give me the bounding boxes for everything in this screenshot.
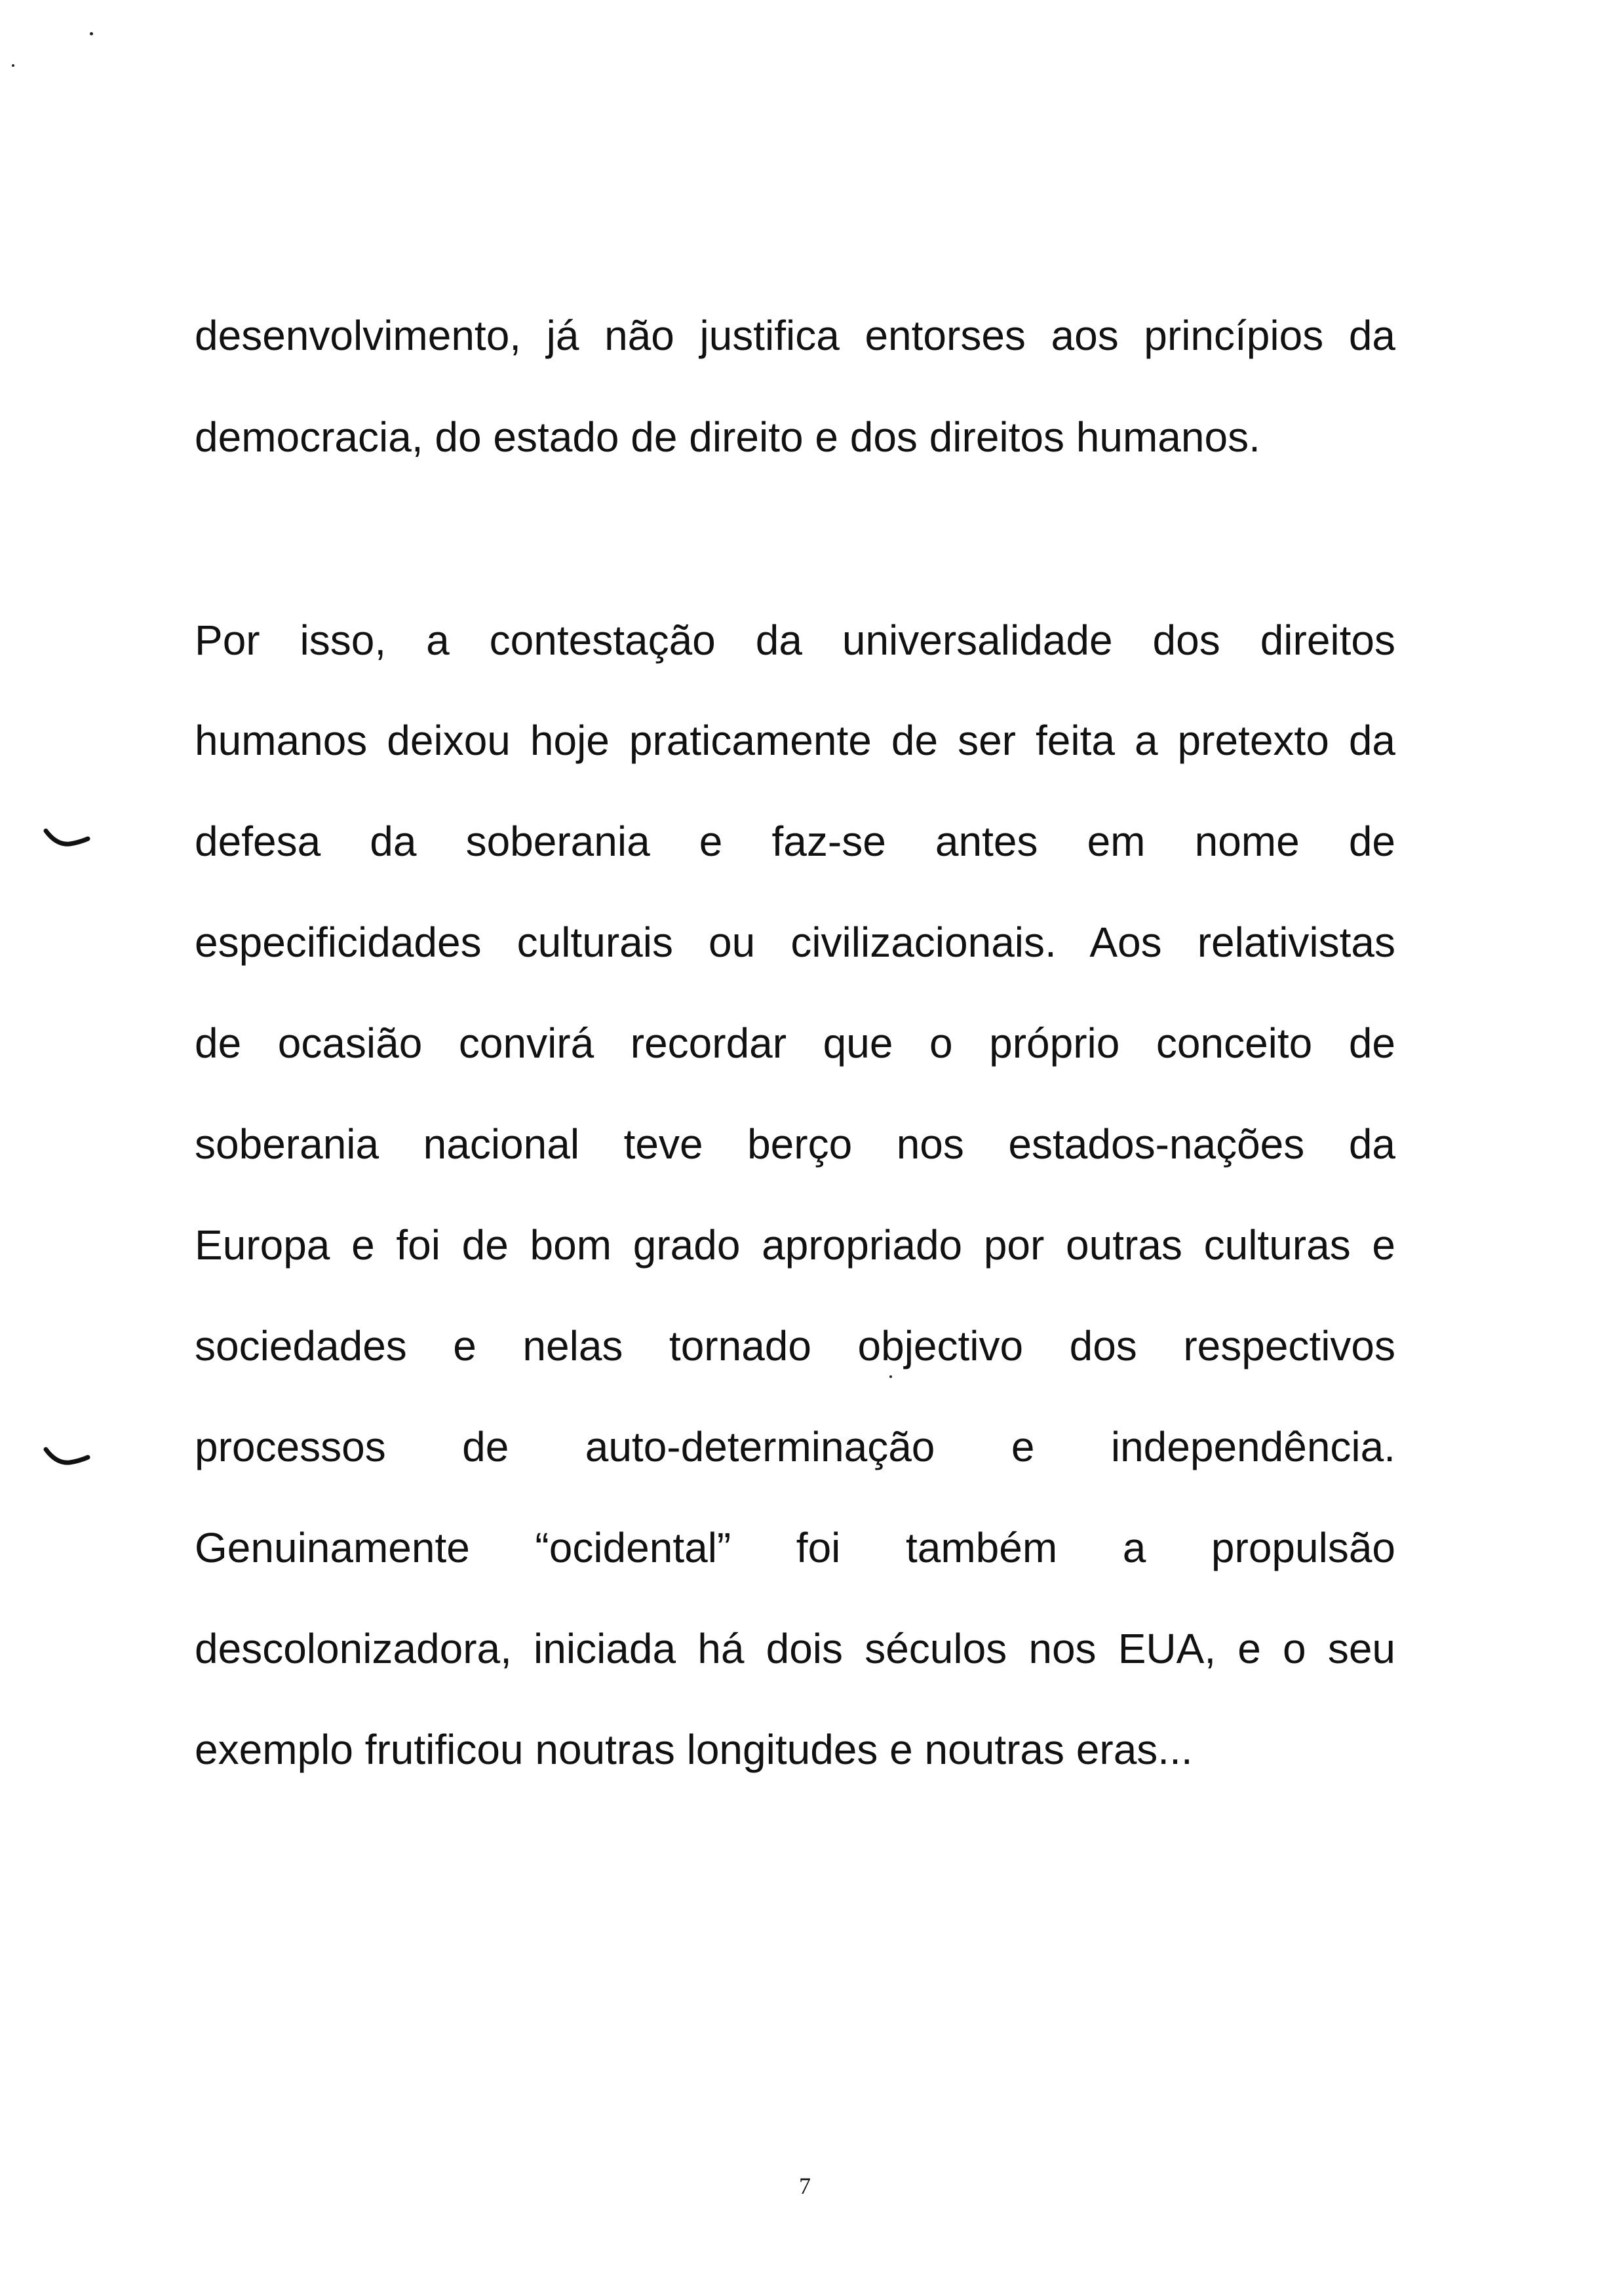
paragraph-2-line-12: exemplo frutificou noutras longitudes e noutras eras... [195, 1726, 1193, 1773]
paragraph-2-line-5: de ocasião convirá recordar que o próprio conceito de [195, 1020, 1395, 1067]
margin-arc-mark [42, 1443, 94, 1476]
paragraph-2-line-10: Genuinamente “ocidental” foi também a propulsão [195, 1524, 1395, 1571]
paragraph-1-line-1: desenvolvimento, já não justifica entorses aos princípios da [195, 312, 1395, 359]
paragraph-2-line-4: especificidades culturais ou civilizacionais. Aos relativistas [195, 919, 1395, 966]
paragraph-2-line-7: Europa e foi de bom grado apropriado por outras culturas e [195, 1221, 1395, 1269]
paragraph-1-line-2: democracia, do estado de direito e dos direitos humanos. [195, 413, 1260, 461]
paragraph-2-line-2: humanos deixou hoje praticamente de ser feita a pretexto da [195, 717, 1395, 764]
scan-speck [12, 64, 14, 67]
paragraph-2-line-6: soberania nacional teve berço nos estados-nações da [195, 1120, 1395, 1168]
scan-speck [90, 32, 93, 35]
page-number: 7 [799, 2173, 811, 2199]
scan-speck [889, 1375, 892, 1378]
margin-arc-mark [42, 824, 94, 857]
paragraph-2-line-3: defesa da soberania e faz-se antes em nome de [195, 818, 1395, 865]
paragraph-2-line-8: sociedades e nelas tornado objectivo dos respectivos [195, 1322, 1395, 1369]
paragraph-2-line-1: Por isso, a contestação da universalidade dos direitos [195, 617, 1395, 664]
paragraph-2-line-11: descolonizadora, iniciada há dois séculos nos EUA, e o seu [195, 1625, 1395, 1672]
paragraph-2-line-9: processos de auto-determinação e independência. [195, 1423, 1395, 1470]
